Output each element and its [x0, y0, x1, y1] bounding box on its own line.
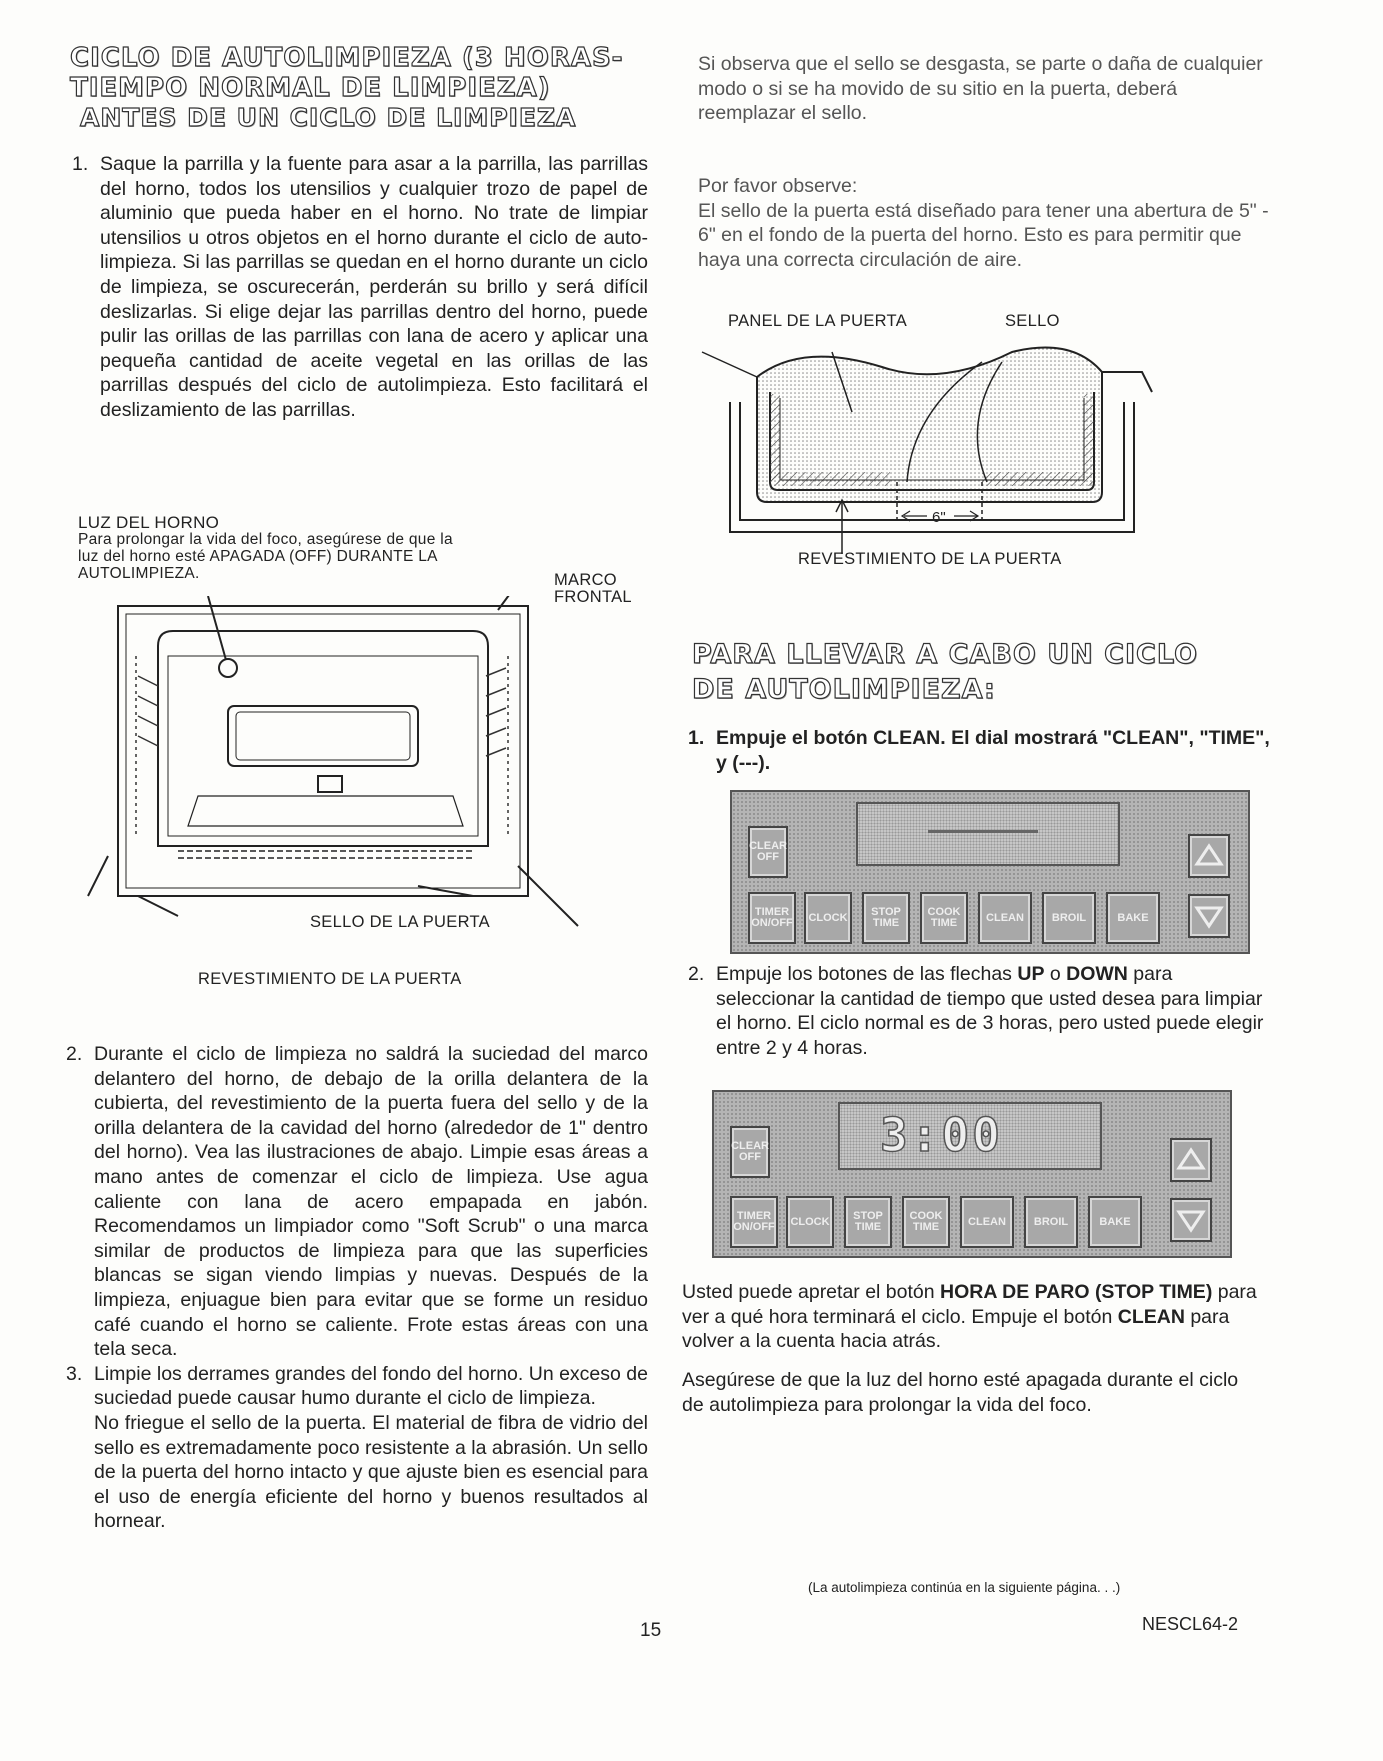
note-title: Por favor observe:	[698, 175, 858, 197]
note-block	[698, 174, 1278, 272]
step-text: No friegue el sello de la puerta. El material de fibra de vidrio del sello es extremadamente poco resistente a la abrasión. Un sello de la puerta del horno intacto y que ajuste bien es esencial para el uso de energía eficiente del horno y buenos resultados al hornear.	[94, 1411, 648, 1533]
timer-button[interactable]: TIMER ON/OFF	[748, 892, 796, 944]
step-list-1	[62, 152, 648, 423]
display-words: "CLEAN", "TIME"	[1102, 727, 1265, 749]
cleaning-title	[692, 640, 1198, 704]
para-text: Usted puede apretar el botón	[682, 1281, 941, 1303]
seal-label: SELLO DE LA PUERTA	[310, 913, 490, 931]
page-number: 15	[640, 1620, 662, 1641]
clock-button[interactable]: CLOCK	[804, 892, 852, 944]
display-window	[856, 802, 1120, 866]
step-text: . El dial mostrará	[940, 727, 1103, 749]
liner-label: REVESTIMIENTO DE LA PUERTA	[198, 970, 462, 988]
bake-button[interactable]: BAKE	[1106, 892, 1160, 944]
clear-off-button[interactable]: CLEAR OFF	[730, 1126, 770, 1178]
stop-time-paragraph	[682, 1280, 1262, 1354]
cook-time-button[interactable]: COOK TIME	[902, 1196, 950, 1248]
step-list-2	[56, 1042, 648, 1534]
step-number: 3.	[66, 1362, 83, 1385]
light-label	[78, 514, 458, 582]
stop-time-button[interactable]: STOP TIME	[862, 892, 910, 944]
broil-button[interactable]: BROIL	[1024, 1196, 1078, 1248]
step-number: 2.	[688, 963, 705, 985]
seal-intro: Si observa que el sello se desgasta, se parte o daña de cualquier modo o si se ha movido de su sitio en la puerta, deberá reemplazar el sello.	[698, 53, 1263, 125]
light-label-text: Para prolongar la vida del foco, asegúrese de que la luz del horno esté APAGADA (OFF) DURANTE LA AUTOLIMPIEZA.	[78, 531, 453, 582]
dash-indicator	[928, 830, 1038, 833]
step-number: 2.	[66, 1043, 83, 1065]
continued-note: (La autolimpieza continúa en la siguiente página. . .)	[808, 1580, 1121, 1595]
step-number: 1.	[688, 727, 705, 749]
section-subtitle: ANTES DE UN CICLO DE LIMPIEZA	[80, 103, 577, 132]
clean-keyword: CLEAN	[873, 727, 941, 749]
clean-button[interactable]: CLEAN	[978, 892, 1032, 944]
bake-button[interactable]: BAKE	[1088, 1196, 1142, 1248]
list-item	[62, 152, 648, 423]
down-arrow-button[interactable]	[1188, 894, 1230, 938]
down-arrow-button[interactable]	[1170, 1198, 1212, 1242]
cleaning-steps	[678, 726, 1278, 775]
door-seal-figure	[682, 312, 1282, 572]
cook-time-button[interactable]: COOK TIME	[920, 892, 968, 944]
clear-off-button[interactable]: CLEAR OFF	[748, 826, 788, 878]
para-text: para volver a la cuenta hacia atrás.	[682, 1305, 1230, 1353]
document-code: NESCL64-2	[1142, 1614, 1239, 1634]
door-liner-label: REVESTIMIENTO DE LA PUERTA	[798, 550, 1062, 568]
door-seal-drawing	[682, 332, 1282, 562]
clean-button[interactable]: CLEAN	[960, 1196, 1014, 1248]
cleaning-steps-2	[678, 962, 1266, 1060]
down-arrow-icon	[1172, 1200, 1210, 1240]
cleaning-title-line-2: DE AUTOLIMPIEZA:	[692, 674, 996, 706]
light-label-title: LUZ DEL HORNO	[78, 513, 220, 532]
cleaning-title-line-1: PARA LLEVAR A CABO UN CICLO	[692, 639, 1199, 670]
section-title	[70, 44, 670, 102]
note-text: El sello de la puerta está diseñado para tener una abertura de 5" - 6" en el fondo de la puerta del horno. Esto es para permitir que haya una correcta circulación de aire.	[698, 199, 1269, 271]
list-item	[56, 1042, 648, 1362]
step-text: Durante el ciclo de limpieza no saldrá la suciedad del marco delantero del horno, de debajo de la orilla delantera de la cubierta, del revestimiento de la puerta fuera del sello y de la orilla delantera de la cavidad del horno (alrededor de 1" dentro del horno). Vea las ilustraciones de abajo. Limpie esas áreas a mano antes de comenzar el ciclo de limpieza. Use agua caliente con lana de acero empapada en jabón. Recomendamos un limpiador como "Soft Scrub" o una marca similar de productos de limpieza para que las superficies blancas se sigan viendo limpias y nuevas. Después de la limpieza, enjuague bien para evitar que se forme un residuo café cuando el horno se caliente. Frote estas áreas con una tela seca.	[94, 1043, 648, 1361]
step-number: 1.	[72, 153, 89, 175]
step-text: Limpie los derrames grandes del fondo del horno. Un exceso de suciedad puede causar humo durante el ciclo de limpieza.	[94, 1362, 648, 1410]
para-text: para ver a qué hora terminará el ciclo. Empuje el botón	[682, 1281, 1257, 1328]
step-text: , y (---).	[716, 727, 1270, 774]
step-text: Empuje el botón	[716, 727, 874, 749]
control-panel-1	[730, 790, 1250, 954]
step-text: o	[1044, 963, 1067, 985]
time-readout: 3:00	[880, 1108, 1003, 1162]
light-reminder: Asegúrese de que la luz del horno esté apagada durante el ciclo de autolimpieza para prolongar la vida del foco.	[682, 1369, 1239, 1416]
timer-button[interactable]: TIMER ON/OFF	[730, 1196, 778, 1248]
seal-label: SELLO	[1005, 312, 1060, 330]
list-item	[56, 1362, 648, 1411]
display-window	[838, 1102, 1102, 1170]
stop-time-keyword: HORA DE PARO (STOP TIME)	[940, 1281, 1213, 1303]
broil-button[interactable]: BROIL	[1042, 892, 1096, 944]
step-text: para seleccionar la cantidad de tiempo que usted desea para limpiar el horno. El ciclo normal es de 3 horas, pero usted puede elegir entre 2 y 4 horas.	[716, 963, 1264, 1059]
up-arrow-icon	[1172, 1140, 1210, 1180]
up-arrow-button[interactable]	[1170, 1138, 1212, 1182]
control-panel-2	[712, 1090, 1232, 1258]
up-arrow-icon	[1190, 836, 1228, 876]
title-line-2: TIEMPO NORMAL DE LIMPIEZA)	[70, 73, 551, 104]
down-arrow-icon	[1190, 896, 1228, 936]
down-keyword: DOWN	[1066, 963, 1128, 985]
gap-dimension: 6"	[932, 509, 946, 526]
door-panel-label: PANEL DE LA PUERTA	[728, 312, 908, 330]
step-text: Saque la parrilla y la fuente para asar a la parrilla, las parrillas del horno, todos los utensilios y cualquier trozo de papel de aluminio que pueda haber en el horno. No trate de limpiar utensilios u otros objetos en el horno durante el ciclo de auto-limpieza. Si las parrillas se quedan en el horno durante un ciclo de limpieza, se oscurecerán, perderán su brillo y será difícil deslizarlas. Si elige dejar las parrillas dentro del horno, puede pulir las orillas de las parrillas con lana de acero y aplicar una pequeña cantidad de aceite vegetal en las orillas de las parrillas después del ciclo de autolimpieza. Esto facilitará el deslizamiento de las parrillas.	[100, 153, 648, 421]
up-keyword: UP	[1017, 963, 1045, 985]
clock-button[interactable]: CLOCK	[786, 1196, 834, 1248]
list-item	[56, 1411, 648, 1534]
up-arrow-button[interactable]	[1188, 834, 1230, 878]
title-line-1: CICLO DE AUTOLIMPIEZA (3 HORAS-	[70, 43, 624, 73]
frame-label: MARCO FRONTAL	[554, 571, 632, 606]
list-item	[678, 726, 1278, 775]
oven-figure	[78, 513, 638, 988]
clean-keyword: CLEAN	[1117, 1305, 1185, 1328]
stop-time-button[interactable]: STOP TIME	[844, 1196, 892, 1248]
step-text: Empuje los botones de las flechas	[716, 963, 1018, 985]
list-item	[678, 962, 1266, 1060]
